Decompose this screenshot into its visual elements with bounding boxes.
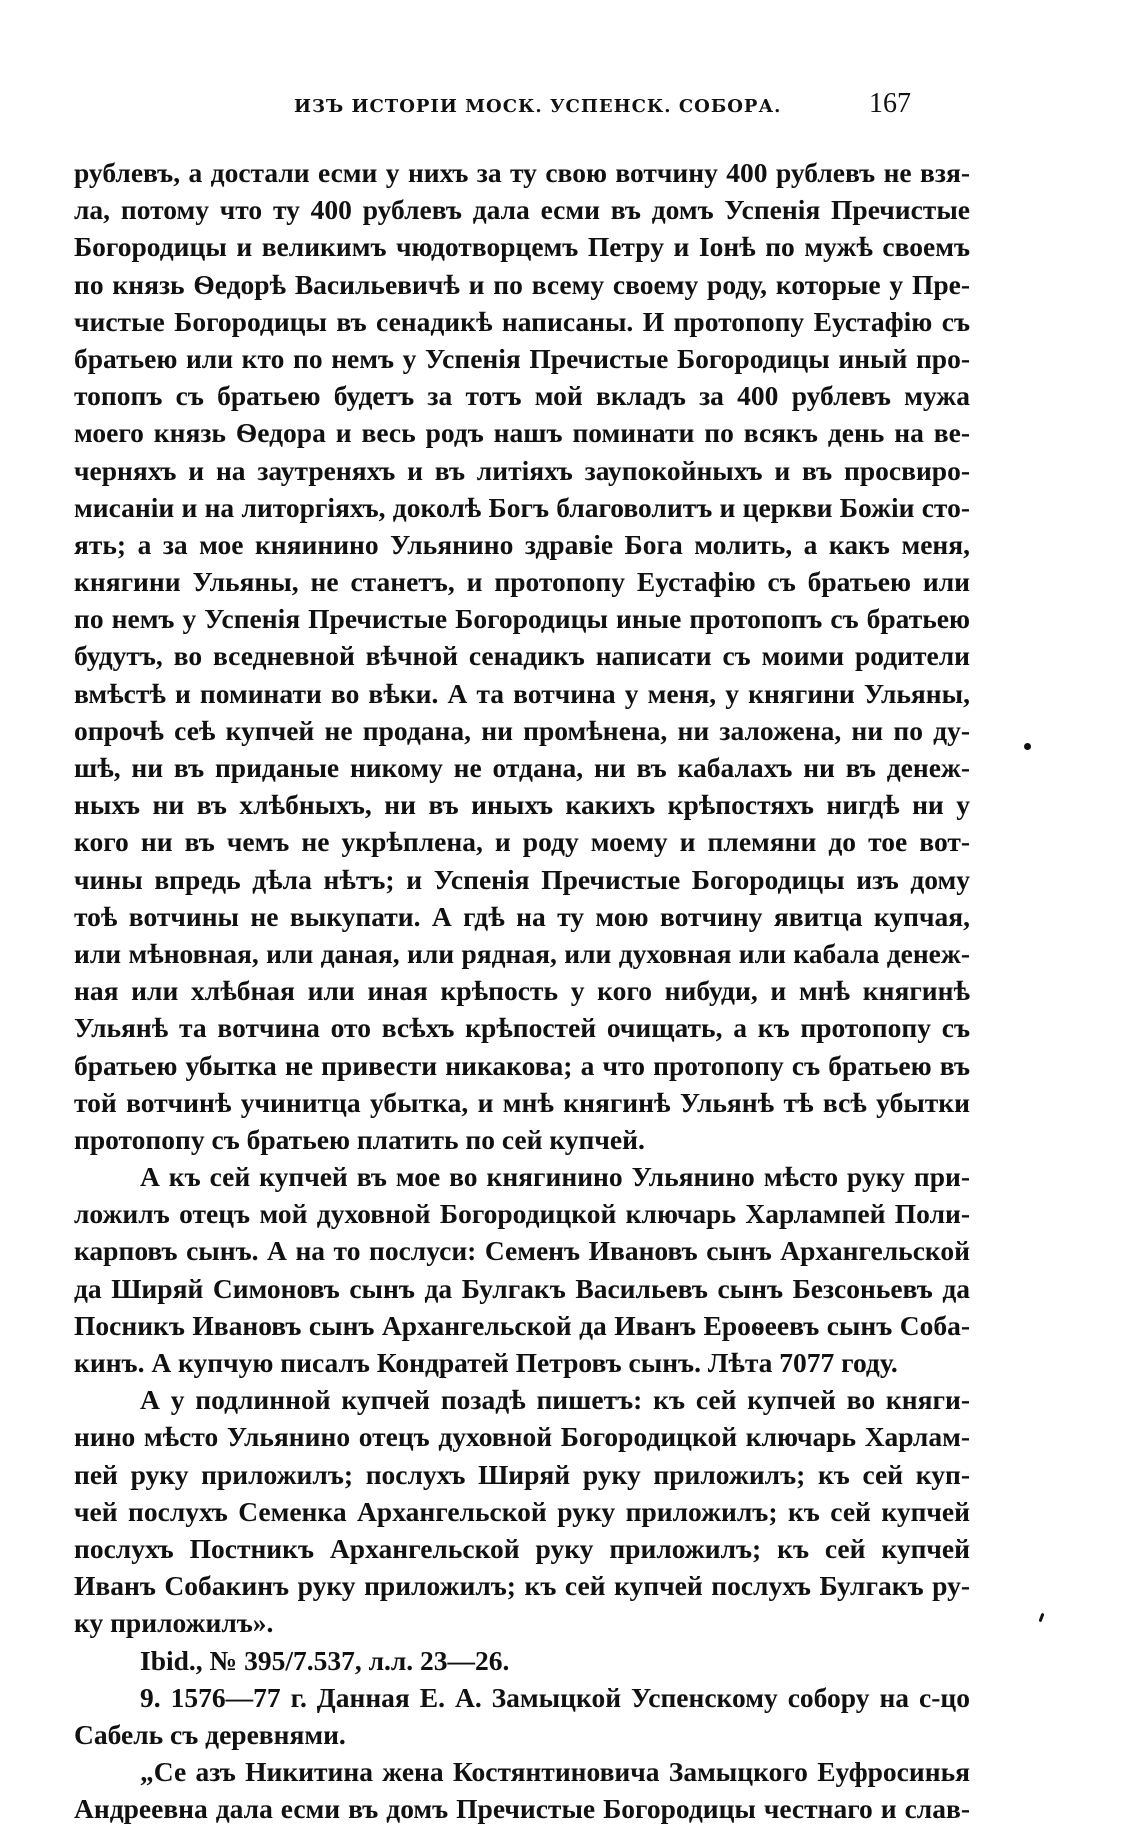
document-heading-line: 9. 1576—77 г. Данная Е. А. Замыцкой Успенскому собору на с-цо	[140, 1681, 970, 1713]
running-title: ИЗЪ ИСТОРІИ МОСК. УСПЕНСК. СОБОРА.	[294, 96, 782, 117]
text-line: ять; а за мое княинино Ульянино здравіе Бога молить, а какъ меня,	[74, 528, 970, 560]
text-line: тоѣ вотчины не выкупати. А гдѣ на ту мою вотчину явитца купчая,	[74, 900, 970, 932]
text-line: ныхъ ни въ хлѣбныхъ, ни въ иныхъ какихъ крѣпостяхъ нигдѣ ни у	[74, 789, 970, 821]
page-header	[74, 88, 970, 128]
text-line: будутъ, во вседневной вѣчной сенадикъ написати съ моими родители	[74, 640, 970, 672]
text-line: послухъ Постникъ Архангельской руку приложилъ; къ сей купчей	[74, 1532, 970, 1564]
margin-dot-mark	[1024, 743, 1031, 750]
text-line: по князь Ѳедорѣ Васильевичѣ и по всему своему роду, которые у Пре-	[74, 268, 970, 300]
margin-tick-mark	[1039, 1613, 1045, 1622]
text-line-paragraph-start: А къ сей купчей въ мое во княгинино Ульянино мѣсто руку при-	[140, 1161, 970, 1193]
text-line: кого ни въ чемъ не укрѣплена, и роду моему и племяни до тое вот-	[74, 826, 970, 858]
body-text	[74, 154, 970, 1827]
citation-line: Ibid., № 395/7.537, л.л. 23—26.	[140, 1644, 510, 1676]
text-line: той вотчинѣ учинитца убытка, и мнѣ княгинѣ Ульянѣ тѣ всѣ убытки	[74, 1086, 970, 1118]
text-line: ложилъ отецъ мой духовной Богородицкой ключарь Харлампей Поли-	[74, 1198, 970, 1230]
text-line: или мѣновная, или даная, или рядная, или духовная или кабала денеж-	[74, 937, 970, 969]
text-line: рублевъ, а достали есми у нихъ за ту свою вотчину 400 рублевъ не взя-	[74, 157, 970, 188]
text-line: моего князь Ѳедора и весь родъ нашъ поминати по всякъ день на ве-	[74, 417, 970, 449]
text-line: черняхъ и на заутреняхъ и въ литіяхъ заупокойныхъ и въ просвиро-	[74, 454, 970, 486]
text-line-paragraph-start: А у подлинной купчей позадѣ пишетъ: къ сей купчей во княги-	[140, 1384, 970, 1416]
text-line: вмѣстѣ и поминати во вѣки. А та вотчина у меня, у княгини Ульяны,	[74, 677, 970, 709]
text-line: Богородицы и великимъ чюдотворцемъ Петру и Іонѣ по мужѣ своемъ	[74, 231, 970, 263]
text-line: чины впредь дѣла нѣтъ; и Успенія Пречистые Богородицы изъ дому	[74, 863, 970, 895]
text-line-paragraph-start: „Се азъ Никитина жена Костянтиновича Замыцкого Еуфросинья	[140, 1756, 970, 1788]
text-line: Посникъ Ивановъ сынъ Архангельской да Иванъ Ероѳеевъ сынъ Соба-	[74, 1309, 970, 1341]
text-line: чистые Богородицы въ сенадикѣ написаны. И протопопу Еустафію съ	[74, 305, 970, 337]
document-heading-line-end: Сабель съ деревнями.	[74, 1718, 346, 1750]
text-line: братьею убытка не привести никакова; а что протопопу съ братьею въ	[74, 1049, 970, 1081]
text-line: Ульянѣ та вотчина ото всѣхъ крѣпостей очищать, а къ протопопу съ	[74, 1012, 970, 1044]
text-line: карповъ сынъ. А на то послуси: Семенъ Ивановъ сынъ Архангельской	[74, 1235, 970, 1267]
text-line: Иванъ Собакинъ руку приложилъ; къ сей купчей послухъ Булгакъ ру-	[74, 1570, 970, 1602]
text-line: Андреевна дала есми въ домъ Пречистые Богородицы честнаго и слав-	[74, 1793, 970, 1825]
text-line: пей руку приложилъ; послухъ Ширяй руку приложилъ; къ сей куп-	[74, 1458, 970, 1490]
text-line: опрочѣ сеѣ купчей не продана, ни промѣнена, ни заложена, ни по ду-	[74, 714, 970, 746]
text-line: ная или хлѣбная или иная крѣпость у кого нибуди, и мнѣ княгинѣ	[74, 975, 970, 1007]
text-line: да Ширяй Симоновъ сынъ да Булгакъ Васильевъ сынъ Безсоньевъ да	[74, 1272, 970, 1304]
text-line: княгини Ульяны, не станетъ, и протопопу Еустафію съ братьею или	[74, 566, 970, 598]
text-line-paragraph-end: ку приложилъ».	[74, 1607, 274, 1639]
text-line: ла, потому что ту 400 рублевъ дала есми въ домъ Успенія Пречистые	[74, 194, 970, 226]
text-line: нино мѣсто Ульянино отецъ духовной Богородицкой ключарь Харлам-	[74, 1421, 970, 1453]
text-line: чей послухъ Семенка Архангельской руку приложилъ; къ сей купчей	[74, 1495, 970, 1527]
text-line-paragraph-end: кинъ. А купчую писалъ Кондратей Петровъ сынъ. Лѣта 7077 году.	[74, 1347, 898, 1378]
text-line-paragraph-end: протопопу съ братьею платить по сей купчей.	[74, 1123, 645, 1155]
text-line: мисаніи и на литоргіяхъ, доколѣ Богъ благоволитъ и церкви Божіи сто-	[74, 491, 970, 523]
text-line: по немъ у Успенія Пречистые Богородицы иные протопопъ съ братьею	[74, 603, 970, 635]
text-line: братьею или кто по немъ у Успенія Пречистые Богородицы иный про-	[74, 342, 970, 374]
page-number: 167	[869, 88, 911, 119]
text-line: топопъ съ братьею будетъ за тотъ мой вкладъ за 400 рублевъ мужа	[74, 380, 970, 412]
text-line: шѣ, ни въ приданые никому не отдана, ни въ кабалахъ ни въ денеж-	[74, 752, 970, 783]
